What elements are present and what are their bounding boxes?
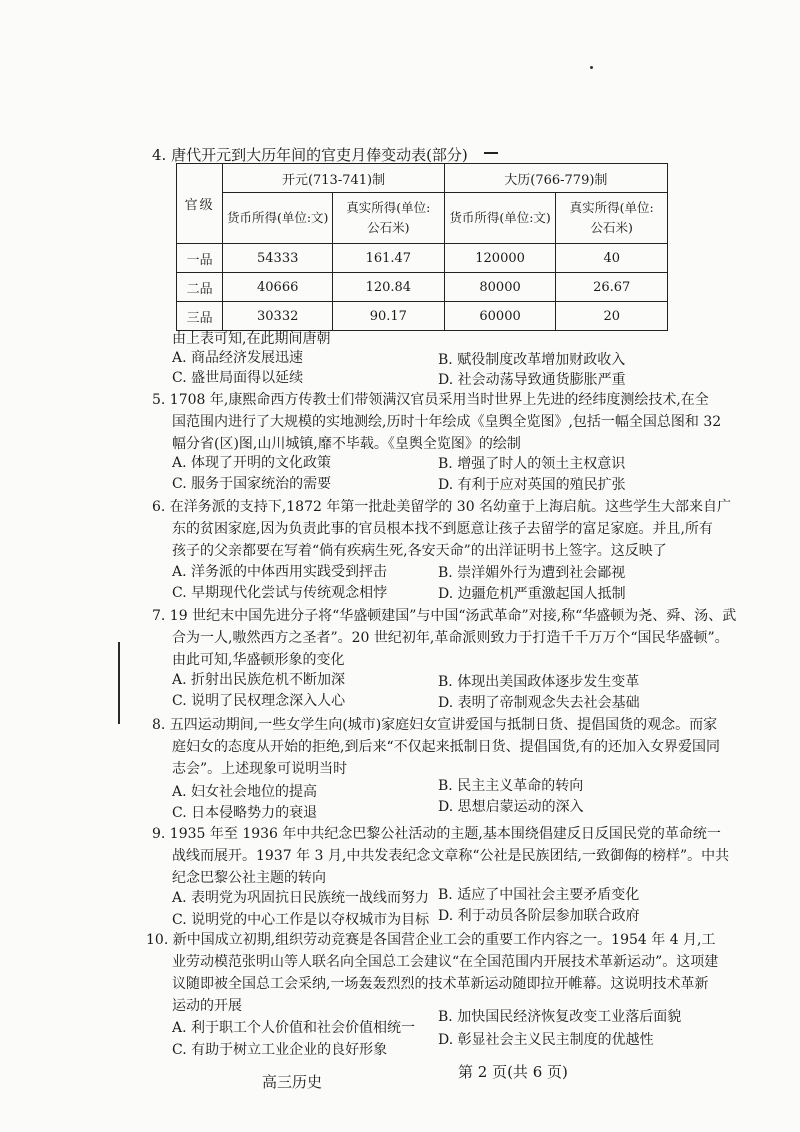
q7-option-d[interactable]: D. 表明了帝制观念失去社会基础 <box>438 695 640 711</box>
col-header-real: 真实所得(单位: 公石米) <box>333 193 445 244</box>
q10-line-3: 议随即被全国总工会采纳,一场轰轰烈烈的技术革新运动随即拉开帷幕。这说明技术革新 <box>172 976 709 992</box>
q9-option-c[interactable]: C. 说明党的中心工作是以夺权城市为目标 <box>172 912 430 928</box>
q6-option-b[interactable]: B. 崇洋媚外行为遭到社会鄙视 <box>438 565 626 581</box>
col-header-money: 货币所得(单位:文) <box>444 193 556 244</box>
q10-line-4: 运动的开展 <box>172 998 242 1014</box>
q4-title: 4. 唐代开元到大历年间的官吏月俸变动表(部分) <box>152 146 468 164</box>
table-row <box>177 302 668 331</box>
q6-line-3: 孩子的父亲都要在写着“倘有疾病生死,各安天命”的出洋证明书上签字。这反映了 <box>172 543 667 559</box>
q9-option-b[interactable]: B. 适应了中国社会主要矛盾变化 <box>438 887 640 903</box>
q6-line-1: 6. 在洋务派的支持下,1872 年第一批赴美留学的 30 名幼童于上海启航。这些学生大部来自广 <box>152 499 732 515</box>
q8-line-1: 8. 五四运动期间,一些女学生向(城市)家庭妇女宣讲爱国与抵制日货、提倡国货的观念。而家 <box>152 717 718 733</box>
value-cell: 26.67 <box>556 273 668 302</box>
rank-cell: 三品 <box>177 302 223 331</box>
footer-subject: 高三历史 <box>262 1073 323 1091</box>
q9-option-d[interactable]: D. 利于动员各阶层参加联合政府 <box>438 908 640 924</box>
q5-line-3: 幅分省(区)图,山川城镇,靡不毕载。《皇舆全览图》的绘制 <box>172 436 521 452</box>
q6-option-c[interactable]: C. 早期现代化尝试与传统观念相悖 <box>172 585 388 601</box>
col-header-money: 货币所得(单位:文) <box>223 193 333 244</box>
q5-option-a[interactable]: A. 体现了开明的文化政策 <box>172 455 332 471</box>
scan-speck <box>590 66 593 69</box>
table-header-dali: 大历(766-779)制 <box>444 164 667 193</box>
q5-option-d[interactable]: D. 有利于应对英国的殖民扩张 <box>438 477 626 493</box>
table-row <box>177 273 668 302</box>
value-cell: 120.84 <box>333 273 445 302</box>
value-cell: 54333 <box>223 244 333 273</box>
value-cell: 30332 <box>223 302 333 331</box>
q5-option-b[interactable]: B. 增强了时人的领土主权意识 <box>438 456 626 472</box>
q10-option-c[interactable]: C. 有助于树立工业企业的良好形象 <box>172 1042 388 1058</box>
q4-stem: 由上表可知,在此期间唐朝 <box>172 331 331 347</box>
value-cell: 80000 <box>444 273 556 302</box>
q6-option-d[interactable]: D. 边疆危机严重激起国人抵制 <box>438 586 626 602</box>
q7-line-3: 由此可知,华盛顿形象的变化 <box>172 652 345 668</box>
q7-option-c[interactable]: C. 说明了民权理念深入人心 <box>172 693 346 709</box>
q8-option-a[interactable]: A. 妇女社会地位的提高 <box>172 784 318 800</box>
q9-line-3: 纪念巴黎公社主题的转向 <box>172 870 326 886</box>
salary-table <box>176 163 668 331</box>
table-row <box>177 244 668 273</box>
q9-line-2: 战线而展开。1937 年 3 月,中共发表纪念文章称“公社是民族团结,一致御侮的榜样”。中共 <box>172 848 730 864</box>
q9-option-a[interactable]: A. 表明党为巩固抗日民族统一战线而努力 <box>172 890 430 906</box>
q5-line-2: 国范围内进行了大规模的实地测绘,历时十年绘成《皇舆全览图》,包括一幅全国总图和 32 <box>172 414 722 430</box>
footer-page-number: 第 2 页(共 6 页) <box>458 1063 568 1081</box>
q7-line-1: 7. 19 世纪末中国先进分子将“华盛顿建国”与中国“汤武革命”对接,称“华盛顿为尧、舜、汤、武 <box>152 608 737 624</box>
q10-line-2: 业劳动模范张明山等人联名向全国总工会建议“在全国范围内开展技术革新运动”。这项建 <box>172 954 719 970</box>
q5-option-c[interactable]: C. 服务于国家统治的需要 <box>172 476 332 492</box>
q10-option-a[interactable]: A. 利于职工个人价值和社会价值相统一 <box>172 1020 416 1036</box>
table-header-rank: 官级 <box>177 164 223 244</box>
pen-mark <box>484 152 498 154</box>
q4-option-c[interactable]: C. 盛世局面得以延续 <box>172 370 304 386</box>
q10-option-b[interactable]: B. 加快国民经济恢复改变工业落后面貌 <box>438 1009 682 1025</box>
q10-option-d[interactable]: D. 彰显社会主义民主制度的优越性 <box>438 1032 654 1048</box>
margin-mark <box>118 642 120 724</box>
q5-line-1: 5. 1708 年,康熙命西方传教士们带领满汉官员采用当时世界上先进的经纬度测绘技术,在全 <box>152 392 709 408</box>
value-cell: 60000 <box>444 302 556 331</box>
q4-option-b[interactable]: B. 赋役制度改革增加财政收入 <box>438 352 626 368</box>
value-cell: 40666 <box>223 273 333 302</box>
q10-line-1: 10. 新中国成立初期,组织劳动竞赛是各国营企业工会的重要工作内容之一。1954 年 4 月,工 <box>146 932 716 948</box>
value-cell: 40 <box>556 244 668 273</box>
q6-option-a[interactable]: A. 洋务派的中体西用实践受到抨击 <box>172 564 388 580</box>
q7-line-2: 合为一人,嗷然西方之圣者”。20 世纪初年,革命派则致力于打造千千万万个“国民华盛顿”。 <box>172 630 729 646</box>
q4-option-a[interactable]: A. 商品经济发展迅速 <box>172 350 304 366</box>
q7-option-b[interactable]: B. 体现出美国政体逐步发生变革 <box>438 674 640 690</box>
q8-option-c[interactable]: C. 日本侵略势力的衰退 <box>172 805 318 821</box>
q7-option-a[interactable]: A. 折射出民族危机不断加深 <box>172 672 346 688</box>
value-cell: 20 <box>556 302 668 331</box>
value-cell: 161.47 <box>333 244 445 273</box>
q8-line-3: 志会”。上述现象可说明当时 <box>172 761 348 777</box>
rank-cell: 二品 <box>177 273 223 302</box>
q9-line-1: 9. 1935 年至 1936 年中共纪念巴黎公社活动的主题,基本围绕倡建反日反国民党的革命统一 <box>152 826 721 842</box>
rank-cell: 一品 <box>177 244 223 273</box>
q8-option-d[interactable]: D. 思想启蒙运动的深入 <box>438 799 584 815</box>
value-cell: 90.17 <box>333 302 445 331</box>
q4-option-d[interactable]: D. 社会动荡导致通货膨胀严重 <box>438 372 626 388</box>
q8-option-b[interactable]: B. 民主主义革命的转向 <box>438 778 584 794</box>
col-header-real: 真实所得(单位: 公石米) <box>556 193 668 244</box>
value-cell: 120000 <box>444 244 556 273</box>
q6-line-2: 东的贫困家庭,因为负责此事的官员根本找不到愿意让孩子去留学的富足家庭。并且,所有 <box>172 521 713 537</box>
table-header-kaiyuan: 开元(713-741)制 <box>223 164 444 193</box>
q8-line-2: 庭妇女的态度从开始的拒绝,到后来“不仅起来抵制日货、提倡国货,有的还加入女界爱国同 <box>172 739 721 755</box>
